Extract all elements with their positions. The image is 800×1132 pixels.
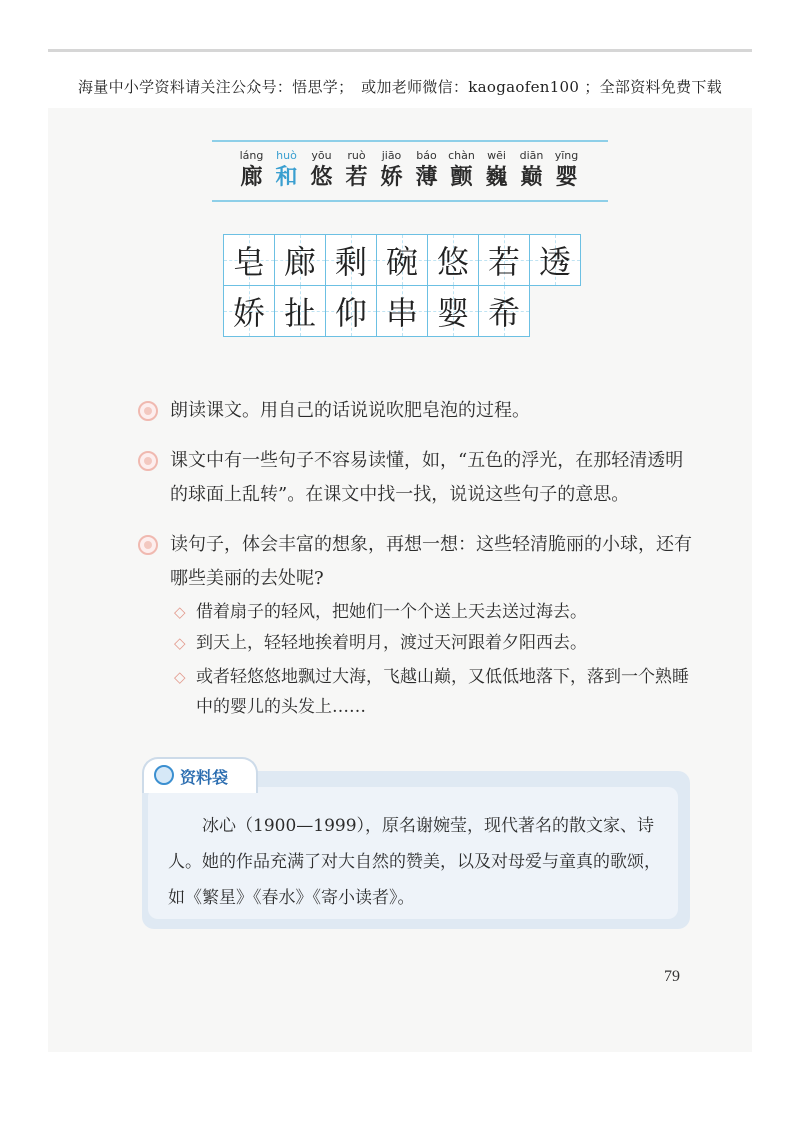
writing-character: 娇 — [232, 294, 265, 332]
question-3-text: 读句子，体会丰富的想象，再想一想：这些轻清脆丽的小球，还有哪些美丽的去处呢? — [170, 534, 692, 589]
hanzi-character: 巍 — [485, 164, 508, 190]
writing-grid-cell — [274, 285, 326, 337]
pinyin-text: ruò — [347, 149, 366, 162]
diamond-bullet-icon: ◇ — [174, 603, 186, 621]
character-writing-grid — [223, 234, 580, 336]
writing-grid-cell — [478, 234, 530, 286]
page-number: 79 — [664, 968, 680, 985]
pinyin-text: yīng — [554, 149, 579, 162]
question-2-text: 课文中有一些句子不容易读懂，如，“五色的浮光，在那轻清透明的球面上乱转”。在课文中找一找，说说这些句子的意思。 — [170, 450, 684, 505]
pinyin-text: jiāo — [381, 149, 402, 162]
pinyin-text: wēi — [487, 149, 506, 162]
info-box-text: 冰心（1900—1999），原名谢婉莹，现代著名的散文家、诗人。她的作品充满了对大自然的赞美，以及对母爱与童真的歌颂，如《繁星》《春水》《寄小读者》。 — [168, 816, 661, 908]
hanzi-character: 若 — [345, 164, 368, 190]
top-divider — [48, 49, 752, 52]
example-sentence-1 — [174, 597, 694, 627]
writing-character: 廊 — [283, 243, 316, 281]
pinyin-word — [374, 148, 409, 191]
pinyin-word — [339, 148, 374, 191]
writing-grid-cell — [325, 285, 377, 337]
pinyin-text: diān — [519, 149, 544, 162]
question-2 — [138, 444, 698, 512]
writing-grid-cell — [376, 234, 428, 286]
writing-character: 碗 — [385, 243, 418, 281]
writing-character: 透 — [538, 243, 571, 281]
example-sentence-2-text: 到天上，轻轻地挨着明月，渡过天河跟着夕阳西去。 — [196, 633, 587, 653]
question-marker-icon — [138, 451, 158, 471]
question-3 — [138, 528, 698, 596]
pinyin-text: chàn — [448, 149, 475, 162]
writing-character: 扯 — [283, 294, 316, 332]
example-sentence-3 — [174, 662, 694, 722]
hanzi-character: 廊 — [240, 164, 263, 190]
header-notice: 海量中小学资料请关注公众号：悟思学； 或加老师微信：kaogaofen100 ；全部资料免费下载 — [77, 78, 723, 96]
example-sentence-3-text: 或者轻悠悠地飘过大海，飞越山巅，又低低地落下，落到一个熟睡中的婴儿的头发上…… — [196, 667, 689, 717]
pinyin-word — [479, 148, 514, 191]
hanzi-character: 颤 — [450, 164, 473, 190]
writing-character: 希 — [487, 294, 520, 332]
diamond-bullet-icon: ◇ — [174, 668, 186, 686]
hanzi-character: 娇 — [380, 164, 403, 190]
writing-character: 皂 — [232, 243, 265, 281]
writing-grid-cell — [478, 285, 530, 337]
pinyin-vocabulary-box — [212, 140, 608, 202]
writing-grid-cell — [223, 234, 275, 286]
writing-grid-cell — [427, 285, 479, 337]
question-1-text: 朗读课文。用自己的话说说吹肥皂泡的过程。 — [170, 400, 530, 421]
hanzi-character: 巅 — [520, 164, 543, 190]
pinyin-text: báo — [416, 149, 437, 162]
question-marker-icon — [138, 401, 158, 421]
pinyin-word — [269, 148, 304, 191]
question-1 — [138, 394, 698, 428]
writing-character: 婴 — [436, 294, 469, 332]
writing-grid-cell — [223, 285, 275, 337]
pinyin-text: yōu — [311, 149, 332, 162]
pinyin-text: láng — [239, 149, 264, 162]
question-marker-icon — [138, 535, 158, 555]
info-box-tab — [142, 757, 258, 793]
writing-grid-cell — [427, 234, 479, 286]
pinyin-word — [234, 148, 269, 191]
hanzi-character: 和 — [275, 164, 298, 190]
writing-character: 若 — [487, 243, 520, 281]
pinyin-word — [444, 148, 479, 191]
writing-grid-cell — [274, 234, 326, 286]
hanzi-character: 悠 — [310, 164, 333, 190]
pinyin-word — [514, 148, 549, 191]
writing-grid-cell — [529, 234, 581, 286]
diamond-bullet-icon: ◇ — [174, 634, 186, 652]
hanzi-character: 婴 — [555, 164, 578, 190]
writing-grid-cell — [376, 285, 428, 337]
pinyin-text: huò — [276, 149, 297, 162]
hanzi-character: 薄 — [415, 164, 438, 190]
writing-character: 串 — [385, 294, 418, 332]
example-sentence-2 — [174, 628, 694, 658]
writing-character: 仰 — [334, 294, 367, 332]
info-box-label: 资料袋 — [180, 768, 229, 787]
writing-grid-cell — [325, 234, 377, 286]
book-bag-icon — [154, 765, 174, 785]
pinyin-word — [304, 148, 339, 191]
example-sentence-1-text: 借着扇子的轻风，把她们一个个送上天去送过海去。 — [196, 602, 587, 622]
writing-character: 剩 — [334, 243, 367, 281]
pinyin-word — [549, 148, 584, 191]
writing-character: 悠 — [436, 243, 469, 281]
pinyin-word — [409, 148, 444, 191]
